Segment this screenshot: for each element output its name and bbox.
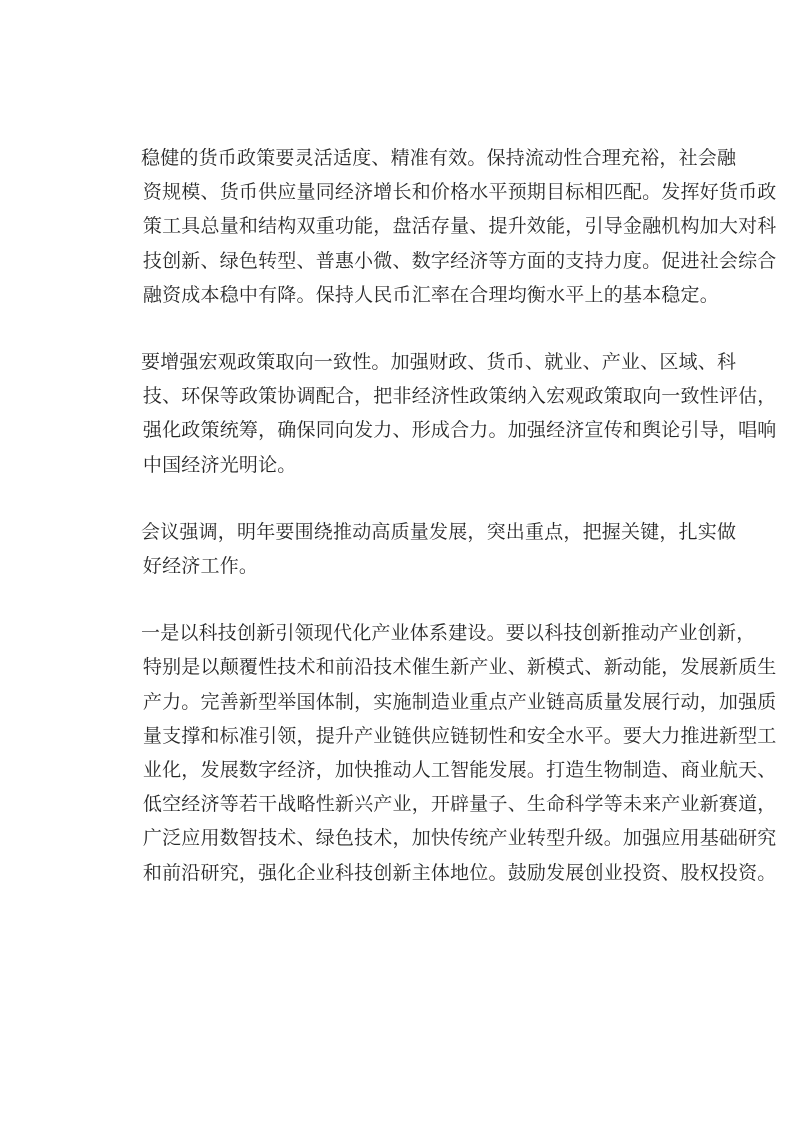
text-line: 低空经济等若干战略性新兴产业，开辟量子、生命科学等未来产业新赛道， — [142, 793, 777, 816]
text-line: 产力。完善新型举国体制，实施制造业重点产业链高质量发展行动，加强质 — [142, 690, 777, 713]
text-line: 稳健的货币政策要灵活适度、精准有效。保持流动性合理充裕，社会融 — [141, 147, 737, 169]
paragraph-meeting-emphasis — [103, 515, 737, 583]
text-line: 好经济工作。 — [142, 555, 259, 578]
text-line: 技、环保等政策协调配合，把非经济性政策纳入宏观政策取向一致性评估， — [142, 385, 777, 408]
text-line: 中国经济光明论。 — [142, 453, 297, 476]
text-line: 融资成本稳中有降。保持人民币汇率在合理均衡水平上的基本稳定。 — [142, 283, 719, 306]
text-line: 量支撑和标准引领，提升产业链供应链韧性和安全水平。要大力推进新型工 — [142, 724, 777, 747]
text-line: 特别是以颠覆性技术和前沿技术催生新产业、新模式、新动能，发展新质生 — [142, 656, 777, 679]
text-line: 广泛应用数智技术、绿色技术，加快传统产业转型升级。加强应用基础研究 — [142, 827, 777, 850]
paragraph-tech-innovation — [103, 616, 777, 890]
text-line: 和前沿研究，强化企业科技创新主体地位。鼓励发展创业投资、股权投资。 — [142, 861, 777, 884]
text-line: 策工具总量和结构双重功能，盘活存量、提升效能，引导金融机构加大对科 — [142, 215, 777, 238]
paragraph-policy-consistency — [103, 345, 777, 482]
text-line: 一是以科技创新引领现代化产业体系建设。要以科技创新推动产业创新， — [141, 622, 756, 645]
text-line: 技创新、绿色转型、普惠小微、数字经济等方面的支持力度。促进社会综合 — [142, 249, 777, 272]
paragraph-monetary-policy — [103, 141, 777, 312]
text-line: 要增强宏观政策取向一致性。加强财政、货币、就业、产业、区域、科 — [141, 351, 737, 374]
text-line: 会议强调，明年要围绕推动高质量发展，突出重点，把握关键，扎实做 — [141, 520, 737, 543]
text-line: 资规模、货币供应量同经济增长和价格水平预期目标相匹配。发挥好货币政 — [142, 181, 777, 204]
document-body — [103, 141, 777, 890]
text-line: 业化，发展数字经济，加快推动人工智能发展。打造生物制造、商业航天、 — [142, 759, 777, 782]
text-line: 强化政策统筹，确保同向发力、形成合力。加强经济宣传和舆论引导，唱响 — [142, 419, 777, 442]
